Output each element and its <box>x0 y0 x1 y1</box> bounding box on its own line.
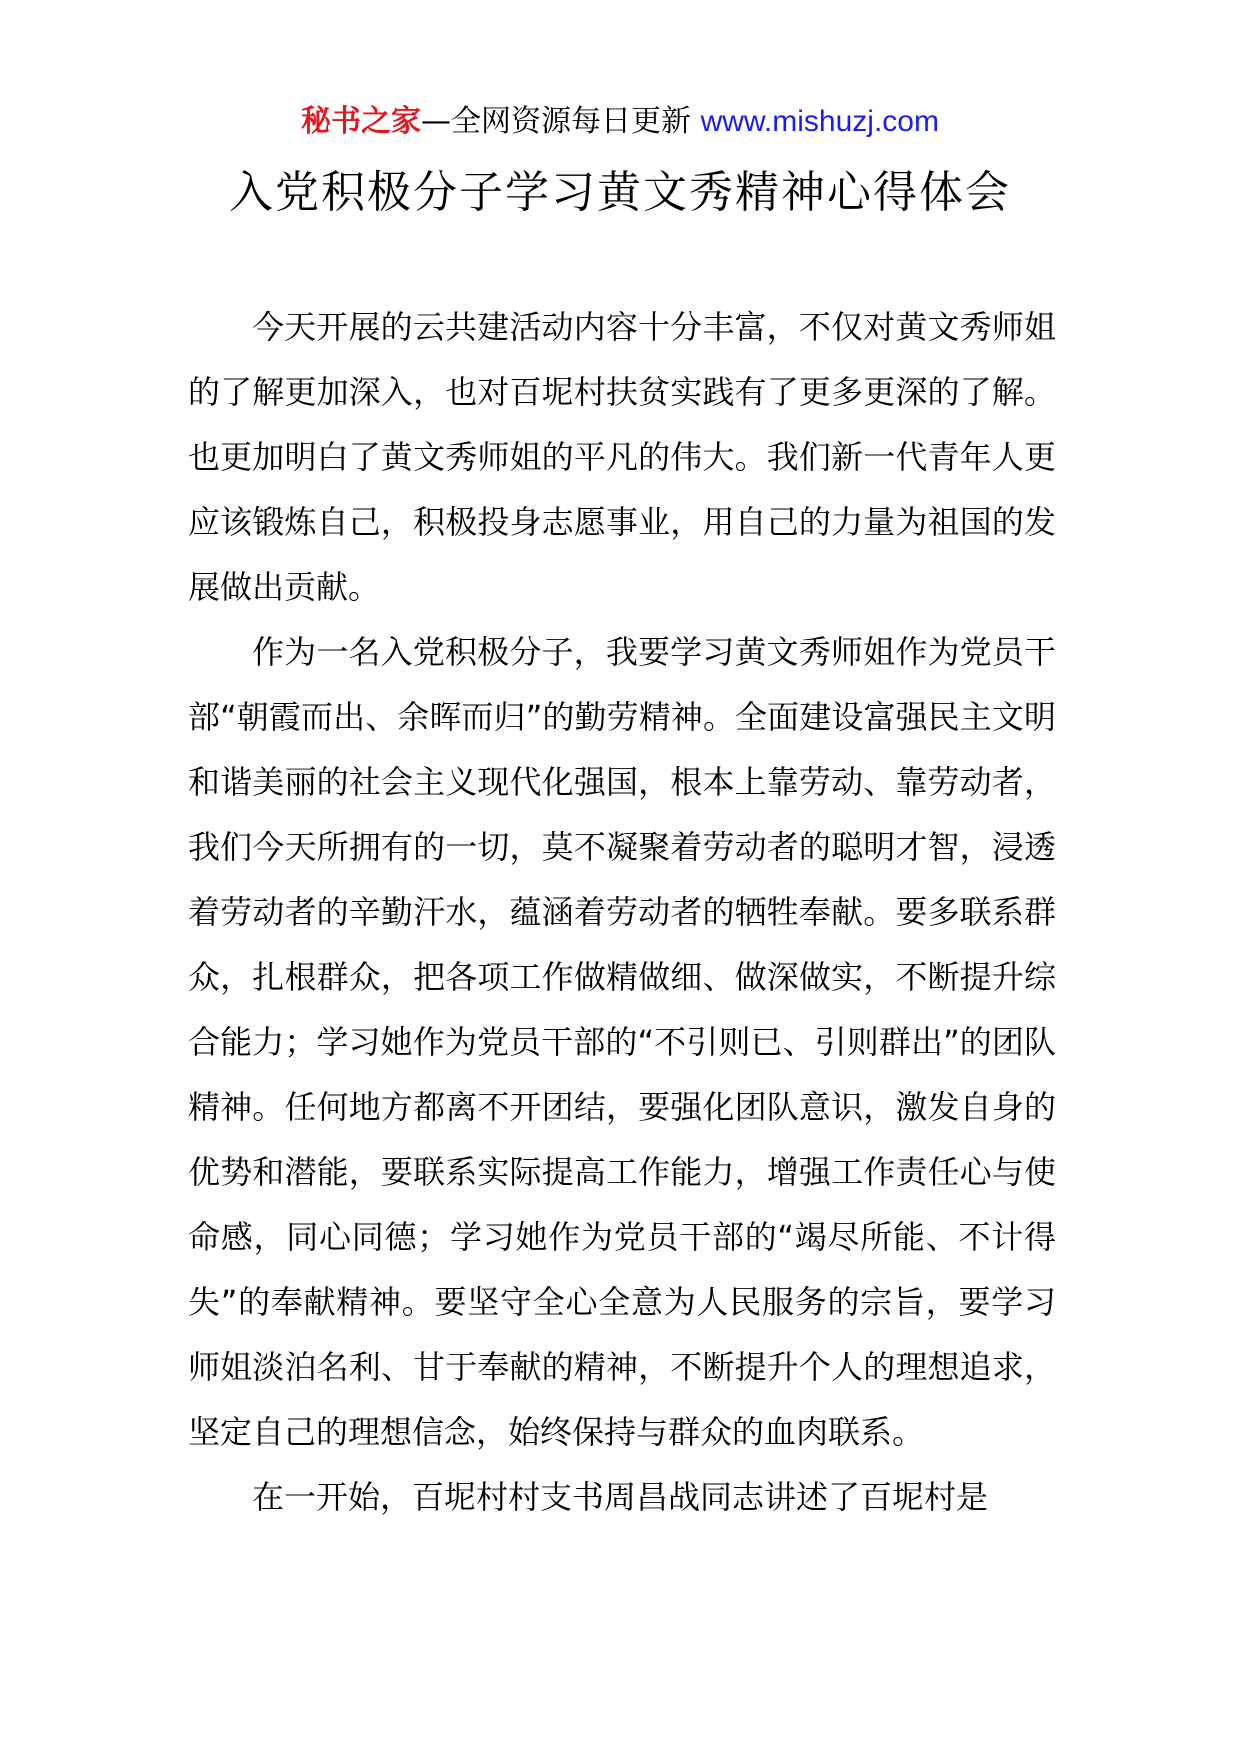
document-title: 入党积极分子学习黄文秀精神心得体会 <box>229 167 1011 218</box>
site-brand: 秘书之家 <box>301 104 422 139</box>
site-header <box>0 102 1240 142</box>
document-body <box>188 295 1056 1530</box>
paragraph-1: 今天开展的云共建活动内容十分丰富，不仅对黄文秀师姐的了解更加深入，也对百坭村扶贫实践有了更多更深的了解。也更加明白了黄文秀师姐的平凡的伟大。我们新一代青年人更应该锻炼自己，积极投身志愿事业，用自己的力量为祖国的发展做出贡献。 <box>188 308 1056 606</box>
site-url-link[interactable]: www.mishuzj.com <box>700 105 939 138</box>
paragraph-2: 作为一名入党积极分子，我要学习黄文秀师姐作为党员干部“朝霞而出、余晖而归”的勤劳精神。全面建设富强民主文明和谐美丽的社会主义现代化强国，根本上靠劳动、靠劳动者，我们今天所拥有的一切，莫不凝聚着劳动者的聪明才智，浸透着劳动者的辛勤汗水，蕴涵着劳动者的牺牲奉献。要多联系群众，扎根群众，把各项工作做精做细、做深做实，不断提升综合能力；学习她作为党员干部的“不引则已、引则群出”的团队精神。任何地方都离不开团结，要强化团队意识，激发自身的优势和潜能，要联系实际提高工作能力，增强工作责任心与使命感，同心同德；学习她作为党员干部的“竭尽所能、不计得失”的奉献精神。要坚守全心全意为人民服务的宗旨，要学习师姐淡泊名利、甘于奉献的精神，不断提升个人的理想追求，坚定自己的理想信念，始终保持与群众的血肉联系。 <box>188 633 1056 1451</box>
site-tagline: —全网资源每日更新 <box>421 104 692 139</box>
paragraph-3: 在一开始，百坭村村支书周昌战同志讲述了百坭村是 <box>252 1478 989 1516</box>
